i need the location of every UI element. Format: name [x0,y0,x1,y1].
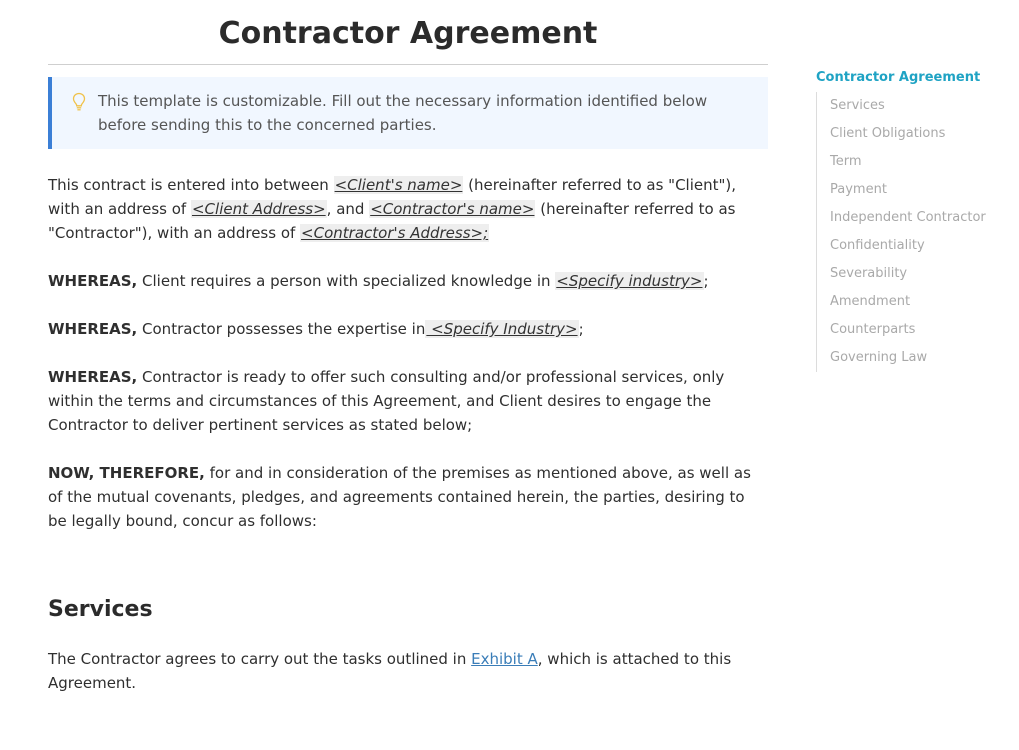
toc-item-independent-contractor[interactable]: Independent Contractor [830,210,986,225]
toc-item-amendment[interactable]: Amendment [830,294,911,309]
placeholder-specify-industry[interactable]: <Specify industry> [556,272,703,290]
toc-list [816,92,1006,372]
exhibit-a-link[interactable]: Exhibit A [471,650,538,668]
whereas-paragraph-1: WHEREAS, Client requires a person with specialized knowledge in <Specify industry>; [48,272,709,290]
lightbulb-icon [72,92,86,112]
placeholder-specify-industry-2[interactable]: <Specify Industry> [426,320,578,338]
callout-text: This template is customizable. Fill out the necessary information identified below before sending this to the concerned parties. [98,92,708,134]
info-callout [48,77,768,149]
page-title: Contractor Agreement [218,16,598,51]
placeholder-client-name[interactable]: <Client's name> [334,176,463,194]
placeholder-contractor-address[interactable]: <Contractor's Address>; [301,224,489,242]
whereas-paragraph-3: WHEREAS, Contractor is ready to offer such consulting and/or professional services, only within the terms and circumstances of this Agreement, and Client desires to engage the Contractor to deliver pertinent services as stated below; [48,368,725,434]
toc-item-client-obligations[interactable]: Client Obligations [830,126,946,141]
title-divider [48,64,768,65]
toc-item-confidentiality[interactable]: Confidentiality [830,238,925,253]
toc-item-counterparts[interactable]: Counterparts [830,322,916,337]
whereas-paragraph-2: WHEREAS, Contractor possesses the expertise in <Specify Industry>; [48,320,584,338]
intro-paragraph: This contract is entered into between <Client's name> (hereinafter referred to as "Client"), with an address of <Client Address>, and <Contractor's name> (hereinafter referred to as "Contractor"), with an address of <Contractor's Address>; [48,176,737,242]
placeholder-contractor-name[interactable]: <Contractor's name> [370,200,535,218]
toc-item-payment[interactable]: Payment [830,182,887,197]
toc-item-severability[interactable]: Severability [830,266,908,281]
document [48,0,768,695]
toc-item-contractor-agreement[interactable]: Contractor Agreement [816,70,981,85]
section-heading-services: Services [48,597,153,622]
toc-item-governing-law[interactable]: Governing Law [830,350,928,365]
services-paragraph: The Contractor agrees to carry out the tasks outlined in Exhibit A, which is attached to this Agreement. [48,650,732,692]
placeholder-client-address[interactable]: <Client Address> [191,200,326,218]
now-therefore-paragraph: NOW, THEREFORE, for and in consideration of the premises as mentioned above, as well as of the mutual covenants, pledges, and agreements contained herein, the parties, desiring to be legally bound, concur as follows: [48,464,751,530]
table-of-contents [816,68,1006,372]
toc-item-term[interactable]: Term [830,154,862,169]
toc-item-services[interactable]: Services [830,98,885,113]
